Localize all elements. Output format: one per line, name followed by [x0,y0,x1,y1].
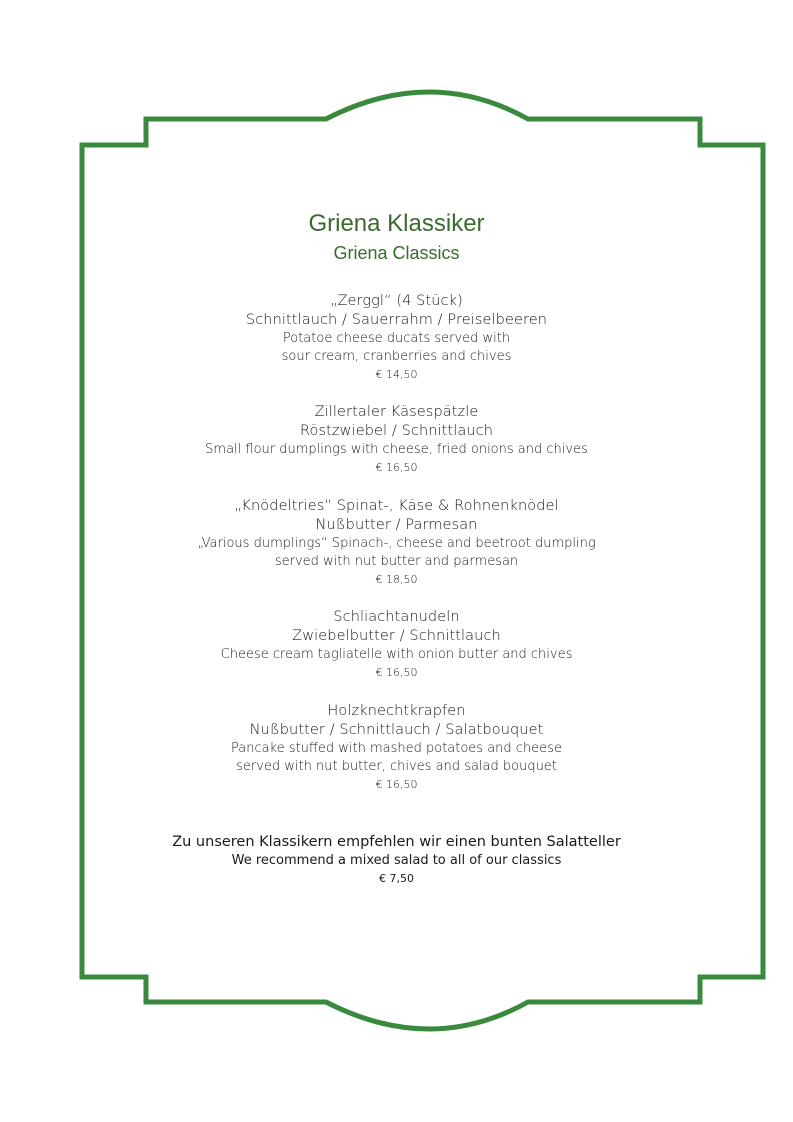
dish-price: € 14,50 [375,368,418,381]
dish-item-zerggl [0,292,793,383]
dish-item-schliachtanudeln [0,608,793,681]
salad-recommendation [0,832,793,887]
dish-item-kaesespaetzle [0,403,793,476]
dish-name: Zillertaler Käsespätzle [314,404,479,420]
recommendation-price: € 7,50 [379,872,414,885]
dish-name: „Zerggl“ (4 Stück) [330,293,463,309]
dish-description: Pancake stuffed with mashed potatoes and cheese [231,741,562,756]
dish-price: € 16,50 [375,461,418,474]
recommendation-text-de: Zu unseren Klassikern empfehlen wir einen bunten Salatteller [172,834,621,850]
dish-price: € 16,50 [375,666,418,679]
dish-description: served with nut butter and parmesan [274,554,519,569]
dish-item-holzknechtkrapfen [0,702,793,793]
dish-item-knoedeltries [0,497,793,588]
menu-title: Griena Klassiker [308,210,485,237]
dish-description: „Various dumplings“ Spinach-, cheese and beetroot dumpling [197,536,596,551]
dish-ingredients: Röstzwiebel / Schnittlauch [299,423,494,439]
recommendation-text-en: We recommend a mixed salad to all of our classics [231,853,562,868]
dish-description: sour cream, cranberries and chives [281,349,512,364]
dish-description: Cheese cream tagliatelle with onion butter and chives [220,647,573,662]
dish-name: „Knödeltries“ Spinat-, Käse & Rohnenknödel [234,498,559,514]
dish-description: served with nut butter, chives and salad bouquet [236,759,557,774]
dish-description: Potatoe cheese ducats served with [282,331,511,346]
dish-ingredients: Nußbutter / Schnittlauch / Salatbouquet [249,722,544,738]
dish-price: € 16,50 [375,778,418,791]
dish-name: Holzknechtkrapfen [327,703,466,719]
dish-ingredients: Nußbutter / Parmesan [315,517,478,533]
dish-ingredients: Schnittlauch / Sauerrahm / Preiselbeeren [245,312,548,328]
dish-price: € 18,50 [375,573,418,586]
dish-ingredients: Zwiebelbutter / Schnittlauch [292,628,501,644]
menu-subtitle: Griena Classics [333,243,460,263]
dish-description: Small flour dumplings with cheese, fried onions and chives [205,442,588,457]
dish-name: Schliachtanudeln [333,609,460,625]
